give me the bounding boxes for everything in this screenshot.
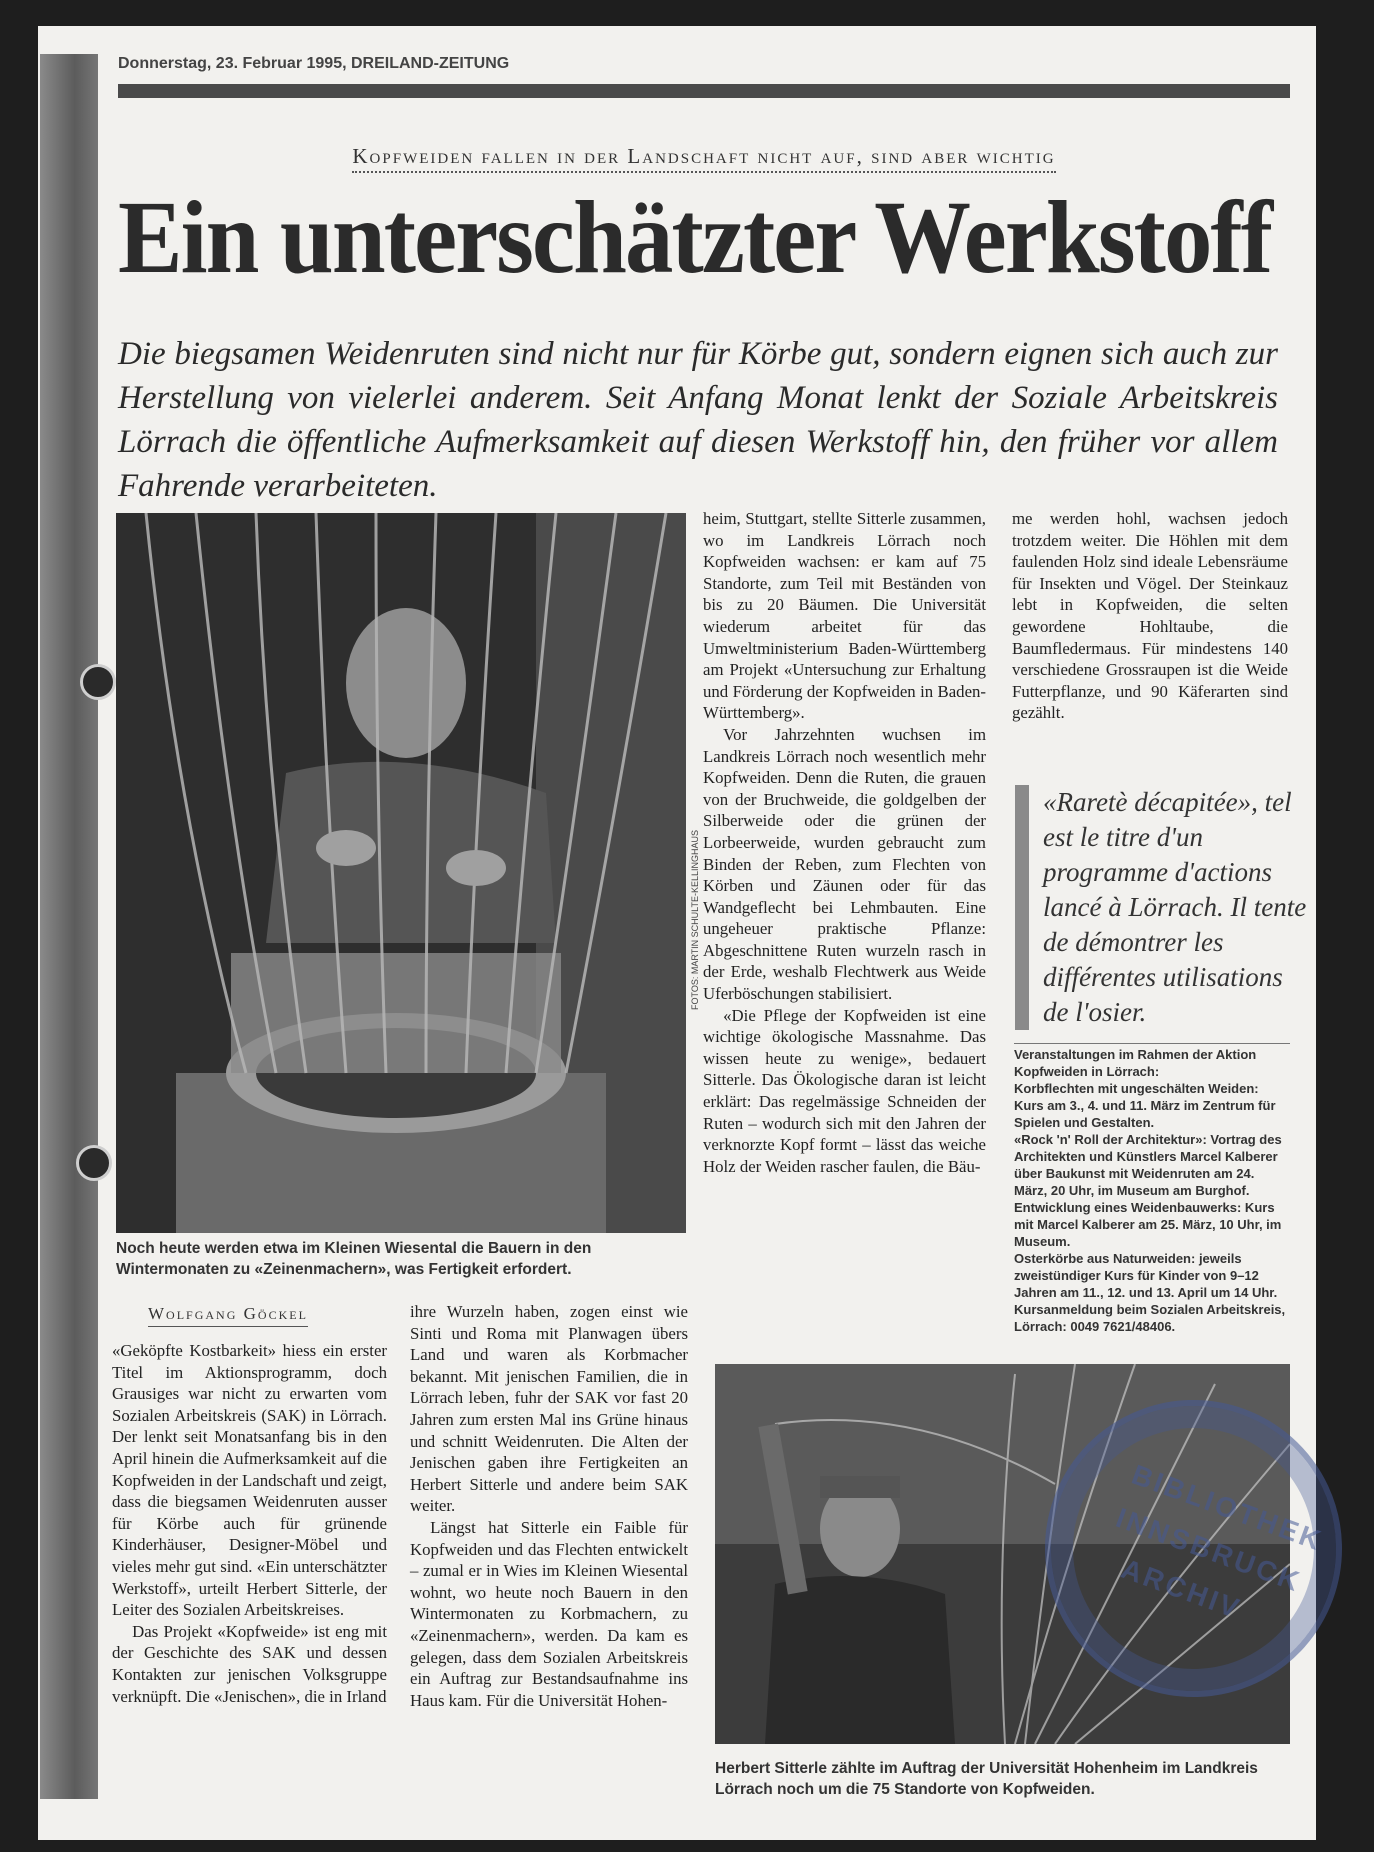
photo1-caption: Noch heute werden etwa im Kleinen Wiesental die Bauern in den Wintermonaten zu «Zeinenmachern», was Fertigkeit erfordert. <box>116 1240 592 1278</box>
punch-hole <box>80 664 116 700</box>
page-edge-strip <box>40 54 98 1799</box>
event-item: Osterkörbe aus Naturweiden: jeweils zweistündiger Kurs für Kinder von 9–12 Jahren am 11., 12. und 13. April um 14 Uhr. <box>1014 1251 1278 1300</box>
event-item: «Rock 'n' Roll der Architektur»: Vortrag des Architekten und Künstlers Marcel Kalberer über Baukunst mit Weidenruten am 24. März, 20 Uhr, im Museum am Burghof. <box>1014 1132 1282 1198</box>
events-heading: Veranstaltungen im Rahmen der Aktion Kopfweiden in Lörrach: <box>1014 1047 1257 1079</box>
paragraph: ihre Wurzeln haben, zogen einst wie Sinti und Roma mit Planwagen übers Land und waren als Korbmacher bekannt. Mit jenischen Familien, die in Lörrach leben, fuhr der SAK vor fast 20 Jahren zum ersten Mal ins Grüne hinaus und schnitt Weidenruten. Die Alten der Jenischen gaben ihre Fertigkeiten an Herbert Sitterle und andere beim SAK weiter. <box>410 1302 688 1516</box>
paragraph: Vor Jahrzehnten wuchsen im Landkreis Lörrach noch wesentlich mehr Kopfweiden. Denn die Ruten, die grauen von der Bruchweide, die goldgelben der Silberweide oder die grünen der Lorbeerweide, wurden gebraucht zum Binden der Reben, zum Flechten von Körben und Zäunen oder für das Wandgeflecht bei Lehmbauten. Eine ungeheuer praktische Pflanze: Abgeschnittene Ruten wurzeln rasch in der Erde, weshalb Flechtwerk aus Weide Uferböschungen stabilisiert. <box>703 724 986 1004</box>
photo-basket-weaver <box>116 513 686 1233</box>
kicker <box>118 144 1290 169</box>
paragraph: «Die Pflege der Kopfweiden ist eine wichtige ökologische Massnahme. Das wissen heute zu wenige», bedauert Sitterle. Das Ökologische daran ist leicht erklärt: Das regelmässige Schneiden der Ruten – wodurch sich mit den Jahren der verknorzte Kopf formt – lässt das weiche Holz der Weiden rascher faulen, die Bäu- <box>703 1005 986 1176</box>
event-item: Kursanmeldung beim Sozialen Arbeitskreis, Lörrach: 0049 7621/48406. <box>1014 1302 1286 1334</box>
article-column-2 <box>410 1301 688 1711</box>
paragraph: heim, Stuttgart, stellte Sitterle zusammen, wo im Landkreis Lörrach noch Kopfweiden wachsen: er kam auf 75 Standorte, zum Teil mit Beständen von bis zu 20 Bäumen. Die Universität wiederum arbeitet für das Umweltministerium Baden-Württemberg am Projekt «Untersuchung zur Erhaltung und Förderung der Kopfweiden in Baden-Württemberg». <box>703 509 986 723</box>
article-column-3 <box>703 508 986 1177</box>
byline: Wolfgang Göckel <box>148 1304 308 1327</box>
photo2-caption: Herbert Sitterle zählte im Auftrag der Universität Hohenheim im Landkreis Lörrach noch um die 75 Standorte von Kopfweiden. <box>715 1760 1258 1798</box>
pull-quote: «Raretè décapitée», tel est le titre d'un programme d'actions lancé à Lörrach. Il tente de démontrer les différentes utilisations de l'osier. <box>1015 785 1313 1030</box>
headline: Ein unterschätzter Werkstoff <box>118 180 1272 295</box>
paragraph: me werden hohl, wachsen jedoch trotzdem weiter. Die Höhlen mit dem faulenden Holz sind ideale Lebensräume für Insekten und Vögel. Der Steinkauz lebt in Kopfweiden, die selten gewordene Hohltaube, die Baumfledermaus. Für mindestens 140 verschiedene Grossraupen ist die Weide Futterpflanze, und 90 Käferarten sind gezählt. <box>1012 509 1288 723</box>
event-item: Entwicklung eines Weidenbauwerks: Kurs mit Marcel Kalberer am 25. März, 10 Uhr, im Museum. <box>1014 1200 1282 1249</box>
punch-hole <box>76 1145 112 1181</box>
photo-credit: FOTOS: MARTIN SCHULTE-KELLINGHAUS <box>690 829 700 1010</box>
paragraph: Längst hat Sitterle ein Faible für Kopfweiden und das Flechten entwickelt – zumal er in Wies im Kleinen Wiesental wohnt, wo heute noch Bauern in den Wintermonaten zu Korbmachern, zu «Zeinenmachern», werden. Da kam es gelegen, dass dem Sozialen Arbeitskreis ein Auftrag zur Bestandsaufnahme ins Haus kam. Für die Universität Hohen- <box>410 1517 688 1710</box>
paragraph: Das Projekt «Kopfweide» ist eng mit der Geschichte des SAK und dessen Kontakten zur jenischen Volksgruppe verknüpft. Die «Jenischen», die in Irland <box>112 1621 387 1706</box>
paragraph: «Geköpfte Kostbarkeit» hiess ein erster Titel im Aktionsprogramm, doch Grausiges war nicht zu erwarten vom Sozialen Arbeitskreis (SAK) in Lörrach. Der lenkt seit Monatsanfang bis in den April hinein die Aufmerksamkeit auf die Kopfweiden in der Landschaft und zeigt, dass die biegsamen Weidenruten ausser für Körbe auch für grünende Kinderhäuser, Designer-Möbel und vieles mehr gut sind. «Ein unterschätzter Werkstoff», urteilt Herbert Sitterle, der Leiter des Sozialen Arbeitskreises. <box>112 1341 387 1620</box>
stamp-text: BIBLIOTHEK INNSBRUCK ARCHIV <box>1112 1458 1328 1625</box>
article-column-1 <box>112 1340 387 1707</box>
dateline: Donnerstag, 23. Februar 1995, DREILAND-ZEITUNG <box>118 55 510 72</box>
kicker-text: Kopfweiden fallen in der Landschaft nicht auf, sind aber wichtig <box>352 144 1055 173</box>
event-item: Korbflechten mit ungeschälten Weiden: Kurs am 3., 4. und 11. März im Zentrum für Spielen und Gestalten. <box>1014 1081 1276 1130</box>
events-box <box>1014 1043 1290 1335</box>
article-column-4 <box>1012 508 1288 724</box>
header-rule <box>118 84 1290 98</box>
lead-paragraph: Die biegsamen Weidenruten sind nicht nur für Körbe gut, sondern eignen sich auch zur Herstellung von vielerlei anderem. Seit Anfang Monat lenkt der Soziale Arbeitskreis Lörrach die öffentliche Aufmerksamkeit auf diesen Werkstoff hin, den früher vor allem Fahrende verarbeiteten. <box>118 336 1278 504</box>
